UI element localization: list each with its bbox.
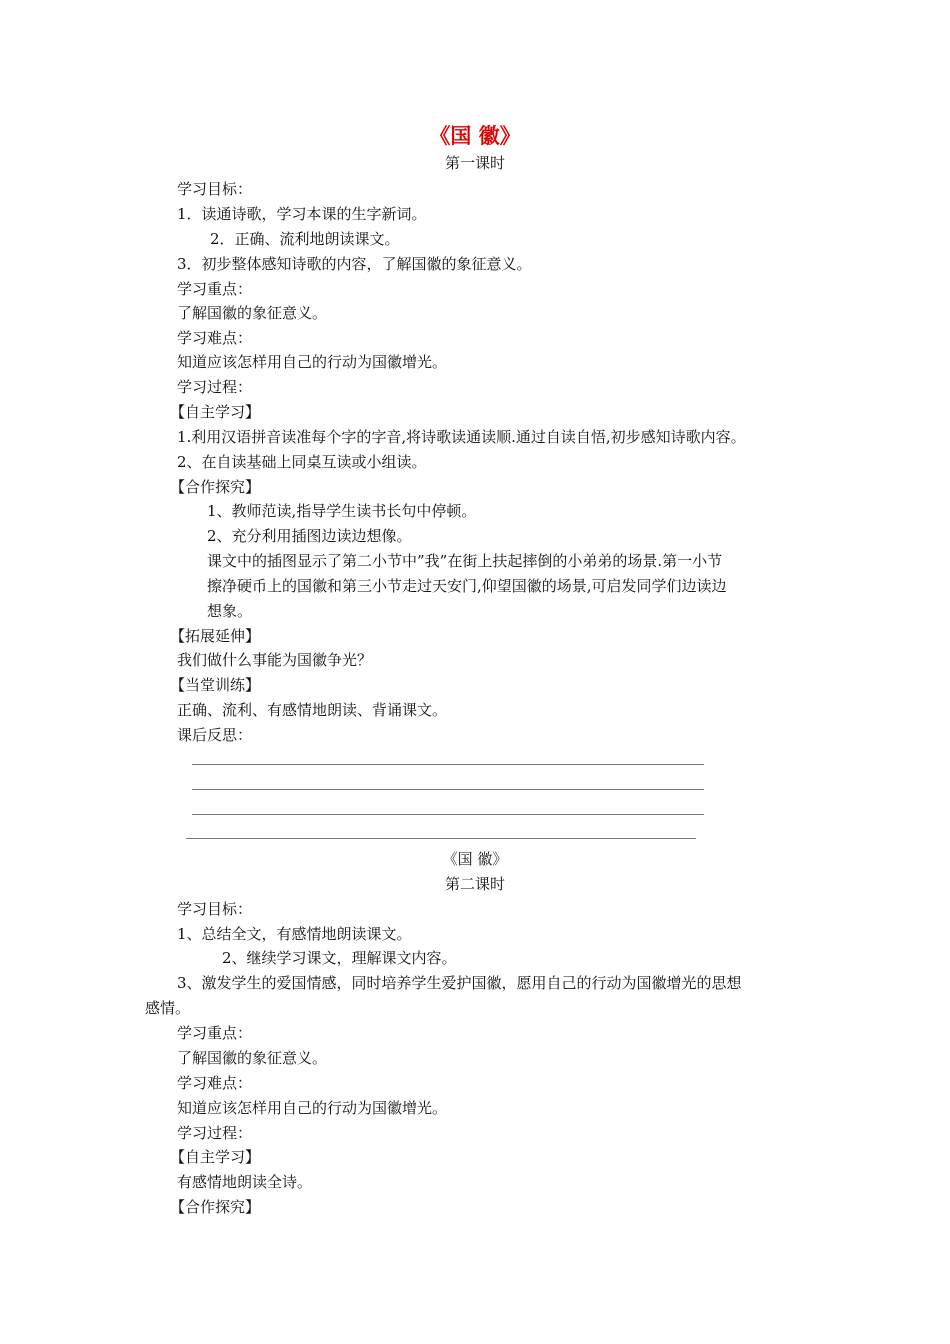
lesson2-goals-label: 学习目标：	[177, 900, 253, 918]
lesson1-title: 《国 徽》	[429, 123, 521, 148]
lesson2-self-study-text: 有感情地朗读全诗。	[177, 1173, 313, 1191]
reflection-line-4	[186, 838, 696, 839]
lesson1-process-label: 学习过程：	[177, 378, 253, 396]
lesson2-goal-3a: 3、激发学生的爱国情感，同时培养学生爱护国徽，愿用自己的行动为国徽增光的思想	[177, 974, 742, 992]
lesson1-extend-text: 我们做什么事能为国徽争光？	[177, 651, 373, 669]
lesson2-goal-2: 2、继续学习课文，理解课文内容。	[222, 949, 457, 967]
lesson1-goal-2: 2．正确、流利地朗读课文。	[210, 230, 400, 248]
reflection-line-2	[192, 789, 704, 790]
lesson1-goal-3: 3．初步整体感知诗歌的内容，了解国徽的象征意义。	[177, 255, 532, 273]
lesson1-self-study-2: 2、在自读基础上同桌互读或小组读。	[177, 453, 427, 471]
lesson2-period: 第二课时	[444, 875, 505, 893]
lesson1-coop-heading: 【合作探究】	[170, 478, 261, 496]
lesson2-difficulty-text: 知道应该怎样用自己的行动为国徽增光。	[177, 1099, 448, 1117]
lesson1-period: 第一课时	[444, 154, 505, 172]
lesson1-self-study-heading: 【自主学习】	[170, 403, 261, 421]
lesson1-extend-heading: 【拓展延伸】	[170, 627, 261, 645]
lesson1-coop-2: 2、充分利用插图边读边想像。	[207, 527, 412, 545]
lesson1-coop-3c: 想象。	[207, 602, 253, 620]
lesson1-key-text: 了解国徽的象征意义。	[177, 304, 328, 322]
lesson1-practice-text: 正确、流利、有感情地朗读、背诵课文。	[177, 701, 448, 719]
lesson1-reflect-label: 课后反思：	[177, 726, 253, 744]
reflection-line-1	[192, 764, 704, 765]
lesson2-process-label: 学习过程：	[177, 1124, 253, 1142]
lesson1-key-label: 学习重点：	[177, 280, 253, 298]
lesson2-difficulty-label: 学习难点：	[177, 1074, 253, 1092]
lesson2-title: 《国 徽》	[442, 850, 508, 868]
lesson1-coop-3a: 课文中的插图显示了第二小节中”我”在街上扶起摔倒的小弟弟的场景.第一小节	[207, 552, 723, 570]
lesson1-self-study-1: 1.利用汉语拼音读准每个字的字音,将诗歌读通读顺.通过自读自悟,初步感知诗歌内容。	[177, 428, 746, 446]
lesson2-key-label: 学习重点：	[177, 1024, 253, 1042]
lesson1-practice-heading: 【当堂训练】	[170, 676, 261, 694]
lesson1-difficulty-label: 学习难点：	[177, 329, 253, 347]
lesson1-goals-label: 学习目标：	[177, 180, 253, 198]
lesson1-difficulty-text: 知道应该怎样用自己的行动为国徽增光。	[177, 353, 448, 371]
lesson2-self-study-heading: 【自主学习】	[170, 1148, 261, 1166]
lesson2-goal-1: 1、总结全文，有感情地朗读课文。	[177, 925, 412, 943]
lesson2-goal-3b: 感情。	[145, 999, 191, 1017]
reflection-line-3	[192, 814, 704, 815]
lesson1-coop-3b: 擦净硬币上的国徽和第三小节走过天安门,仰望国徽的场景,可启发同学们边读边	[207, 577, 727, 595]
lesson2-coop-heading: 【合作探究】	[170, 1198, 261, 1216]
lesson2-key-text: 了解国徽的象征意义。	[177, 1049, 328, 1067]
lesson1-coop-1: 1、教师范读,指导学生读书长句中停顿。	[207, 502, 477, 520]
lesson1-goal-1: 1．读通诗歌，学习本课的生字新词。	[177, 205, 427, 223]
